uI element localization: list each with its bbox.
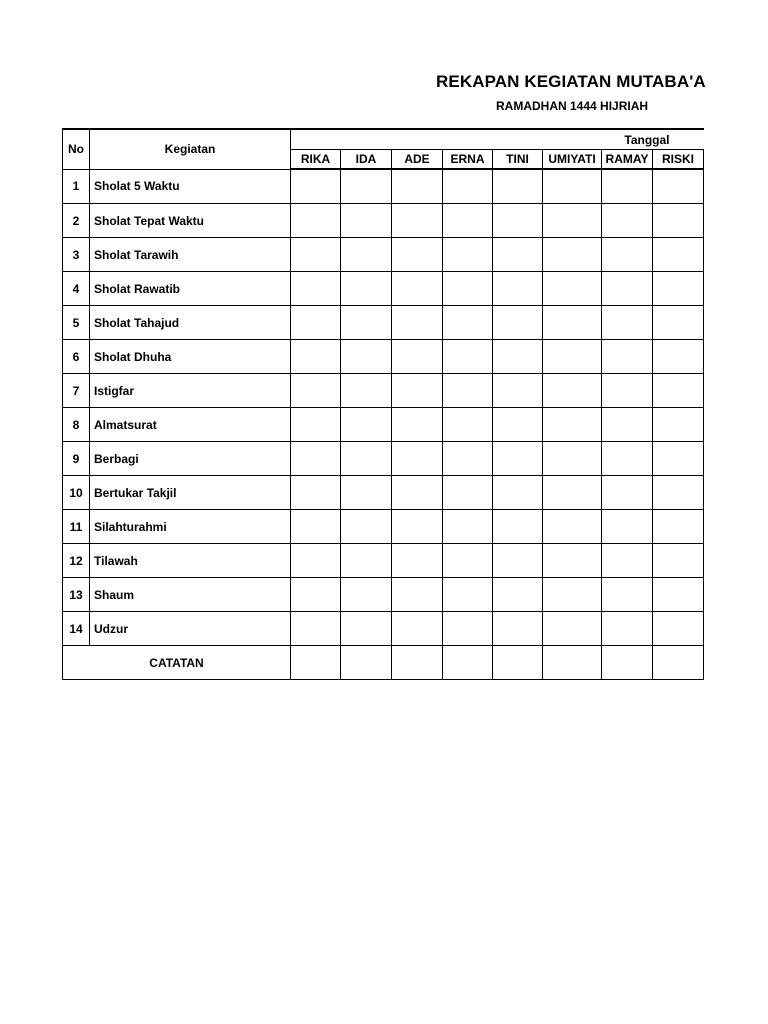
- check-cell-ramay[interactable]: [602, 340, 653, 374]
- check-cell-ade[interactable]: [392, 306, 443, 340]
- row-number: 8: [63, 408, 90, 442]
- check-cell-ida[interactable]: [341, 272, 392, 306]
- check-cell-umiyati[interactable]: [543, 340, 602, 374]
- check-cell-erna[interactable]: [443, 306, 493, 340]
- row-activity: Bertukar Takjil: [90, 476, 291, 510]
- notes-cell-riski[interactable]: [653, 646, 704, 680]
- table-row: [63, 374, 704, 408]
- row-activity: Sholat Tarawih: [90, 238, 291, 272]
- header-name-ramay: RAMAY: [602, 150, 653, 170]
- notes-cell-ramay[interactable]: [602, 646, 653, 680]
- check-cell-rika[interactable]: [291, 510, 341, 544]
- check-cell-erna[interactable]: [443, 510, 493, 544]
- notes-row: [63, 646, 704, 680]
- row-number: 5: [63, 306, 90, 340]
- check-cell-riski[interactable]: [653, 340, 704, 374]
- check-cell-erna[interactable]: [443, 408, 493, 442]
- table-row: [63, 169, 704, 204]
- check-cell-rika[interactable]: [291, 238, 341, 272]
- check-cell-erna[interactable]: [443, 578, 493, 612]
- row-number: 4: [63, 272, 90, 306]
- check-cell-riski[interactable]: [653, 272, 704, 306]
- check-cell-ade[interactable]: [392, 442, 443, 476]
- row-number: 9: [63, 442, 90, 476]
- check-cell-umiyati[interactable]: [543, 306, 602, 340]
- check-cell-riski[interactable]: [653, 306, 704, 340]
- check-cell-ramay[interactable]: [602, 374, 653, 408]
- check-cell-rika[interactable]: [291, 612, 341, 646]
- row-activity: Almatsurat: [90, 408, 291, 442]
- check-cell-erna[interactable]: [443, 442, 493, 476]
- header-activity: Kegiatan: [90, 129, 291, 169]
- row-activity: Sholat Dhuha: [90, 340, 291, 374]
- check-cell-ade[interactable]: [392, 169, 443, 204]
- check-cell-tini[interactable]: [493, 612, 543, 646]
- check-cell-ramay[interactable]: [602, 476, 653, 510]
- check-cell-ramay[interactable]: [602, 238, 653, 272]
- check-cell-rika[interactable]: [291, 544, 341, 578]
- row-activity: Sholat Rawatib: [90, 272, 291, 306]
- check-cell-erna[interactable]: [443, 204, 493, 238]
- check-cell-umiyati[interactable]: [543, 476, 602, 510]
- notes-cell-rika[interactable]: [291, 646, 341, 680]
- notes-cell-umiyati[interactable]: [543, 646, 602, 680]
- check-cell-ade[interactable]: [392, 544, 443, 578]
- table-row: [63, 442, 704, 476]
- check-cell-ade[interactable]: [392, 238, 443, 272]
- row-activity: Sholat Tahajud: [90, 306, 291, 340]
- header-name-riski: RISKI: [653, 150, 704, 170]
- check-cell-rika[interactable]: [291, 169, 341, 204]
- header-name-erna: ERNA: [443, 150, 493, 170]
- check-cell-ade[interactable]: [392, 612, 443, 646]
- check-cell-rika[interactable]: [291, 476, 341, 510]
- header-name-rika: RIKA: [291, 150, 341, 170]
- check-cell-umiyati[interactable]: [543, 544, 602, 578]
- notes-cell-ade[interactable]: [392, 646, 443, 680]
- check-cell-tini[interactable]: [493, 510, 543, 544]
- notes-label: CATATAN: [63, 646, 291, 680]
- check-cell-umiyati[interactable]: [543, 408, 602, 442]
- check-cell-riski[interactable]: [653, 408, 704, 442]
- check-cell-riski[interactable]: [653, 510, 704, 544]
- table-row: [63, 238, 704, 272]
- table-row: [63, 612, 704, 646]
- check-cell-tini[interactable]: [493, 408, 543, 442]
- row-number: 6: [63, 340, 90, 374]
- check-cell-rika[interactable]: [291, 408, 341, 442]
- table-row: [63, 272, 704, 306]
- table-row: [63, 578, 704, 612]
- table-row: [63, 408, 704, 442]
- check-cell-ade[interactable]: [392, 578, 443, 612]
- check-cell-tini[interactable]: [493, 442, 543, 476]
- row-activity: Tilawah: [90, 544, 291, 578]
- check-cell-rika[interactable]: [291, 340, 341, 374]
- row-number: 1: [63, 169, 90, 204]
- check-cell-ramay[interactable]: [602, 408, 653, 442]
- check-cell-riski[interactable]: [653, 442, 704, 476]
- check-cell-erna[interactable]: [443, 238, 493, 272]
- check-cell-ade[interactable]: [392, 272, 443, 306]
- check-cell-ida[interactable]: [341, 340, 392, 374]
- table-row: [63, 204, 704, 238]
- check-cell-umiyati[interactable]: [543, 169, 602, 204]
- check-cell-tini[interactable]: [493, 272, 543, 306]
- check-cell-tini[interactable]: [493, 238, 543, 272]
- check-cell-ida[interactable]: [341, 238, 392, 272]
- check-cell-umiyati[interactable]: [543, 578, 602, 612]
- table-row: [63, 340, 704, 374]
- row-activity: Udzur: [90, 612, 291, 646]
- check-cell-tini[interactable]: [493, 374, 543, 408]
- check-cell-ida[interactable]: [341, 408, 392, 442]
- row-number: 3: [63, 238, 90, 272]
- check-cell-rika[interactable]: [291, 374, 341, 408]
- check-cell-riski[interactable]: [653, 204, 704, 238]
- table-row: [63, 306, 704, 340]
- check-cell-ramay[interactable]: [602, 544, 653, 578]
- check-cell-tini[interactable]: [493, 476, 543, 510]
- check-cell-erna[interactable]: [443, 612, 493, 646]
- row-number: 11: [63, 510, 90, 544]
- check-cell-ade[interactable]: [392, 204, 443, 238]
- check-cell-rika[interactable]: [291, 442, 341, 476]
- notes-cell-erna[interactable]: [443, 646, 493, 680]
- check-cell-riski[interactable]: [653, 238, 704, 272]
- check-cell-tini[interactable]: [493, 340, 543, 374]
- check-cell-umiyati[interactable]: [543, 238, 602, 272]
- check-cell-ida[interactable]: [341, 578, 392, 612]
- header-name-umiyati: UMIYATI: [543, 150, 602, 170]
- check-cell-riski[interactable]: [653, 476, 704, 510]
- check-cell-ramay[interactable]: [602, 578, 653, 612]
- row-number: 14: [63, 612, 90, 646]
- check-cell-ida[interactable]: [341, 544, 392, 578]
- notes-cell-ida[interactable]: [341, 646, 392, 680]
- check-cell-umiyati[interactable]: [543, 374, 602, 408]
- check-cell-ida[interactable]: [341, 442, 392, 476]
- table-row: [63, 476, 704, 510]
- check-cell-riski[interactable]: [653, 374, 704, 408]
- check-cell-ramay[interactable]: [602, 442, 653, 476]
- check-cell-rika[interactable]: [291, 306, 341, 340]
- check-cell-rika[interactable]: [291, 204, 341, 238]
- document-subtitle: RAMADHAN 1444 HIJRIAH: [496, 99, 649, 113]
- row-number: 10: [63, 476, 90, 510]
- header-no: No: [63, 129, 90, 169]
- check-cell-erna[interactable]: [443, 476, 493, 510]
- check-cell-umiyati[interactable]: [543, 442, 602, 476]
- check-cell-umiyati[interactable]: [543, 612, 602, 646]
- row-activity: Shaum: [90, 578, 291, 612]
- table-row: [63, 544, 704, 578]
- check-cell-tini[interactable]: [493, 169, 543, 204]
- row-activity: Sholat 5 Waktu: [90, 169, 291, 204]
- check-cell-ida[interactable]: [341, 374, 392, 408]
- check-cell-ramay[interactable]: [602, 272, 653, 306]
- check-cell-tini[interactable]: [493, 204, 543, 238]
- check-cell-ida[interactable]: [341, 204, 392, 238]
- row-number: 2: [63, 204, 90, 238]
- check-cell-ramay[interactable]: [602, 204, 653, 238]
- check-cell-umiyati[interactable]: [543, 204, 602, 238]
- check-cell-ade[interactable]: [392, 340, 443, 374]
- row-activity: Istigfar: [90, 374, 291, 408]
- row-number: 7: [63, 374, 90, 408]
- check-cell-ramay[interactable]: [602, 306, 653, 340]
- table-row: [63, 510, 704, 544]
- check-cell-rika[interactable]: [291, 578, 341, 612]
- check-cell-riski[interactable]: [653, 544, 704, 578]
- check-cell-ade[interactable]: [392, 374, 443, 408]
- table-header-row: [63, 129, 704, 150]
- check-cell-ade[interactable]: [392, 408, 443, 442]
- header-name-tini: TINI: [493, 150, 543, 170]
- row-number: 13: [63, 578, 90, 612]
- row-number: 12: [63, 544, 90, 578]
- check-cell-erna[interactable]: [443, 272, 493, 306]
- header-date: Tanggal: [291, 129, 704, 150]
- row-activity: Berbagi: [90, 442, 291, 476]
- check-cell-umiyati[interactable]: [543, 272, 602, 306]
- row-activity: Sholat Tepat Waktu: [90, 204, 291, 238]
- header-name-ida: IDA: [341, 150, 392, 170]
- check-cell-ramay[interactable]: [602, 612, 653, 646]
- check-cell-erna[interactable]: [443, 544, 493, 578]
- notes-cell-tini[interactable]: [493, 646, 543, 680]
- check-cell-erna[interactable]: [443, 374, 493, 408]
- document-title: REKAPAN KEGIATAN MUTABA'A: [436, 72, 706, 91]
- check-cell-ida[interactable]: [341, 306, 392, 340]
- activity-table: [62, 128, 704, 680]
- check-cell-rika[interactable]: [291, 272, 341, 306]
- check-cell-ramay[interactable]: [602, 169, 653, 204]
- check-cell-ramay[interactable]: [602, 510, 653, 544]
- row-activity: Silahturahmi: [90, 510, 291, 544]
- check-cell-riski[interactable]: [653, 612, 704, 646]
- check-cell-tini[interactable]: [493, 544, 543, 578]
- header-name-ade: ADE: [392, 150, 443, 170]
- check-cell-erna[interactable]: [443, 169, 493, 204]
- check-cell-ida[interactable]: [341, 169, 392, 204]
- check-cell-ade[interactable]: [392, 476, 443, 510]
- check-cell-ida[interactable]: [341, 612, 392, 646]
- check-cell-riski[interactable]: [653, 169, 704, 204]
- check-cell-tini[interactable]: [493, 578, 543, 612]
- check-cell-erna[interactable]: [443, 340, 493, 374]
- check-cell-ida[interactable]: [341, 476, 392, 510]
- check-cell-riski[interactable]: [653, 578, 704, 612]
- check-cell-umiyati[interactable]: [543, 510, 602, 544]
- check-cell-ida[interactable]: [341, 510, 392, 544]
- check-cell-ade[interactable]: [392, 510, 443, 544]
- check-cell-tini[interactable]: [493, 306, 543, 340]
